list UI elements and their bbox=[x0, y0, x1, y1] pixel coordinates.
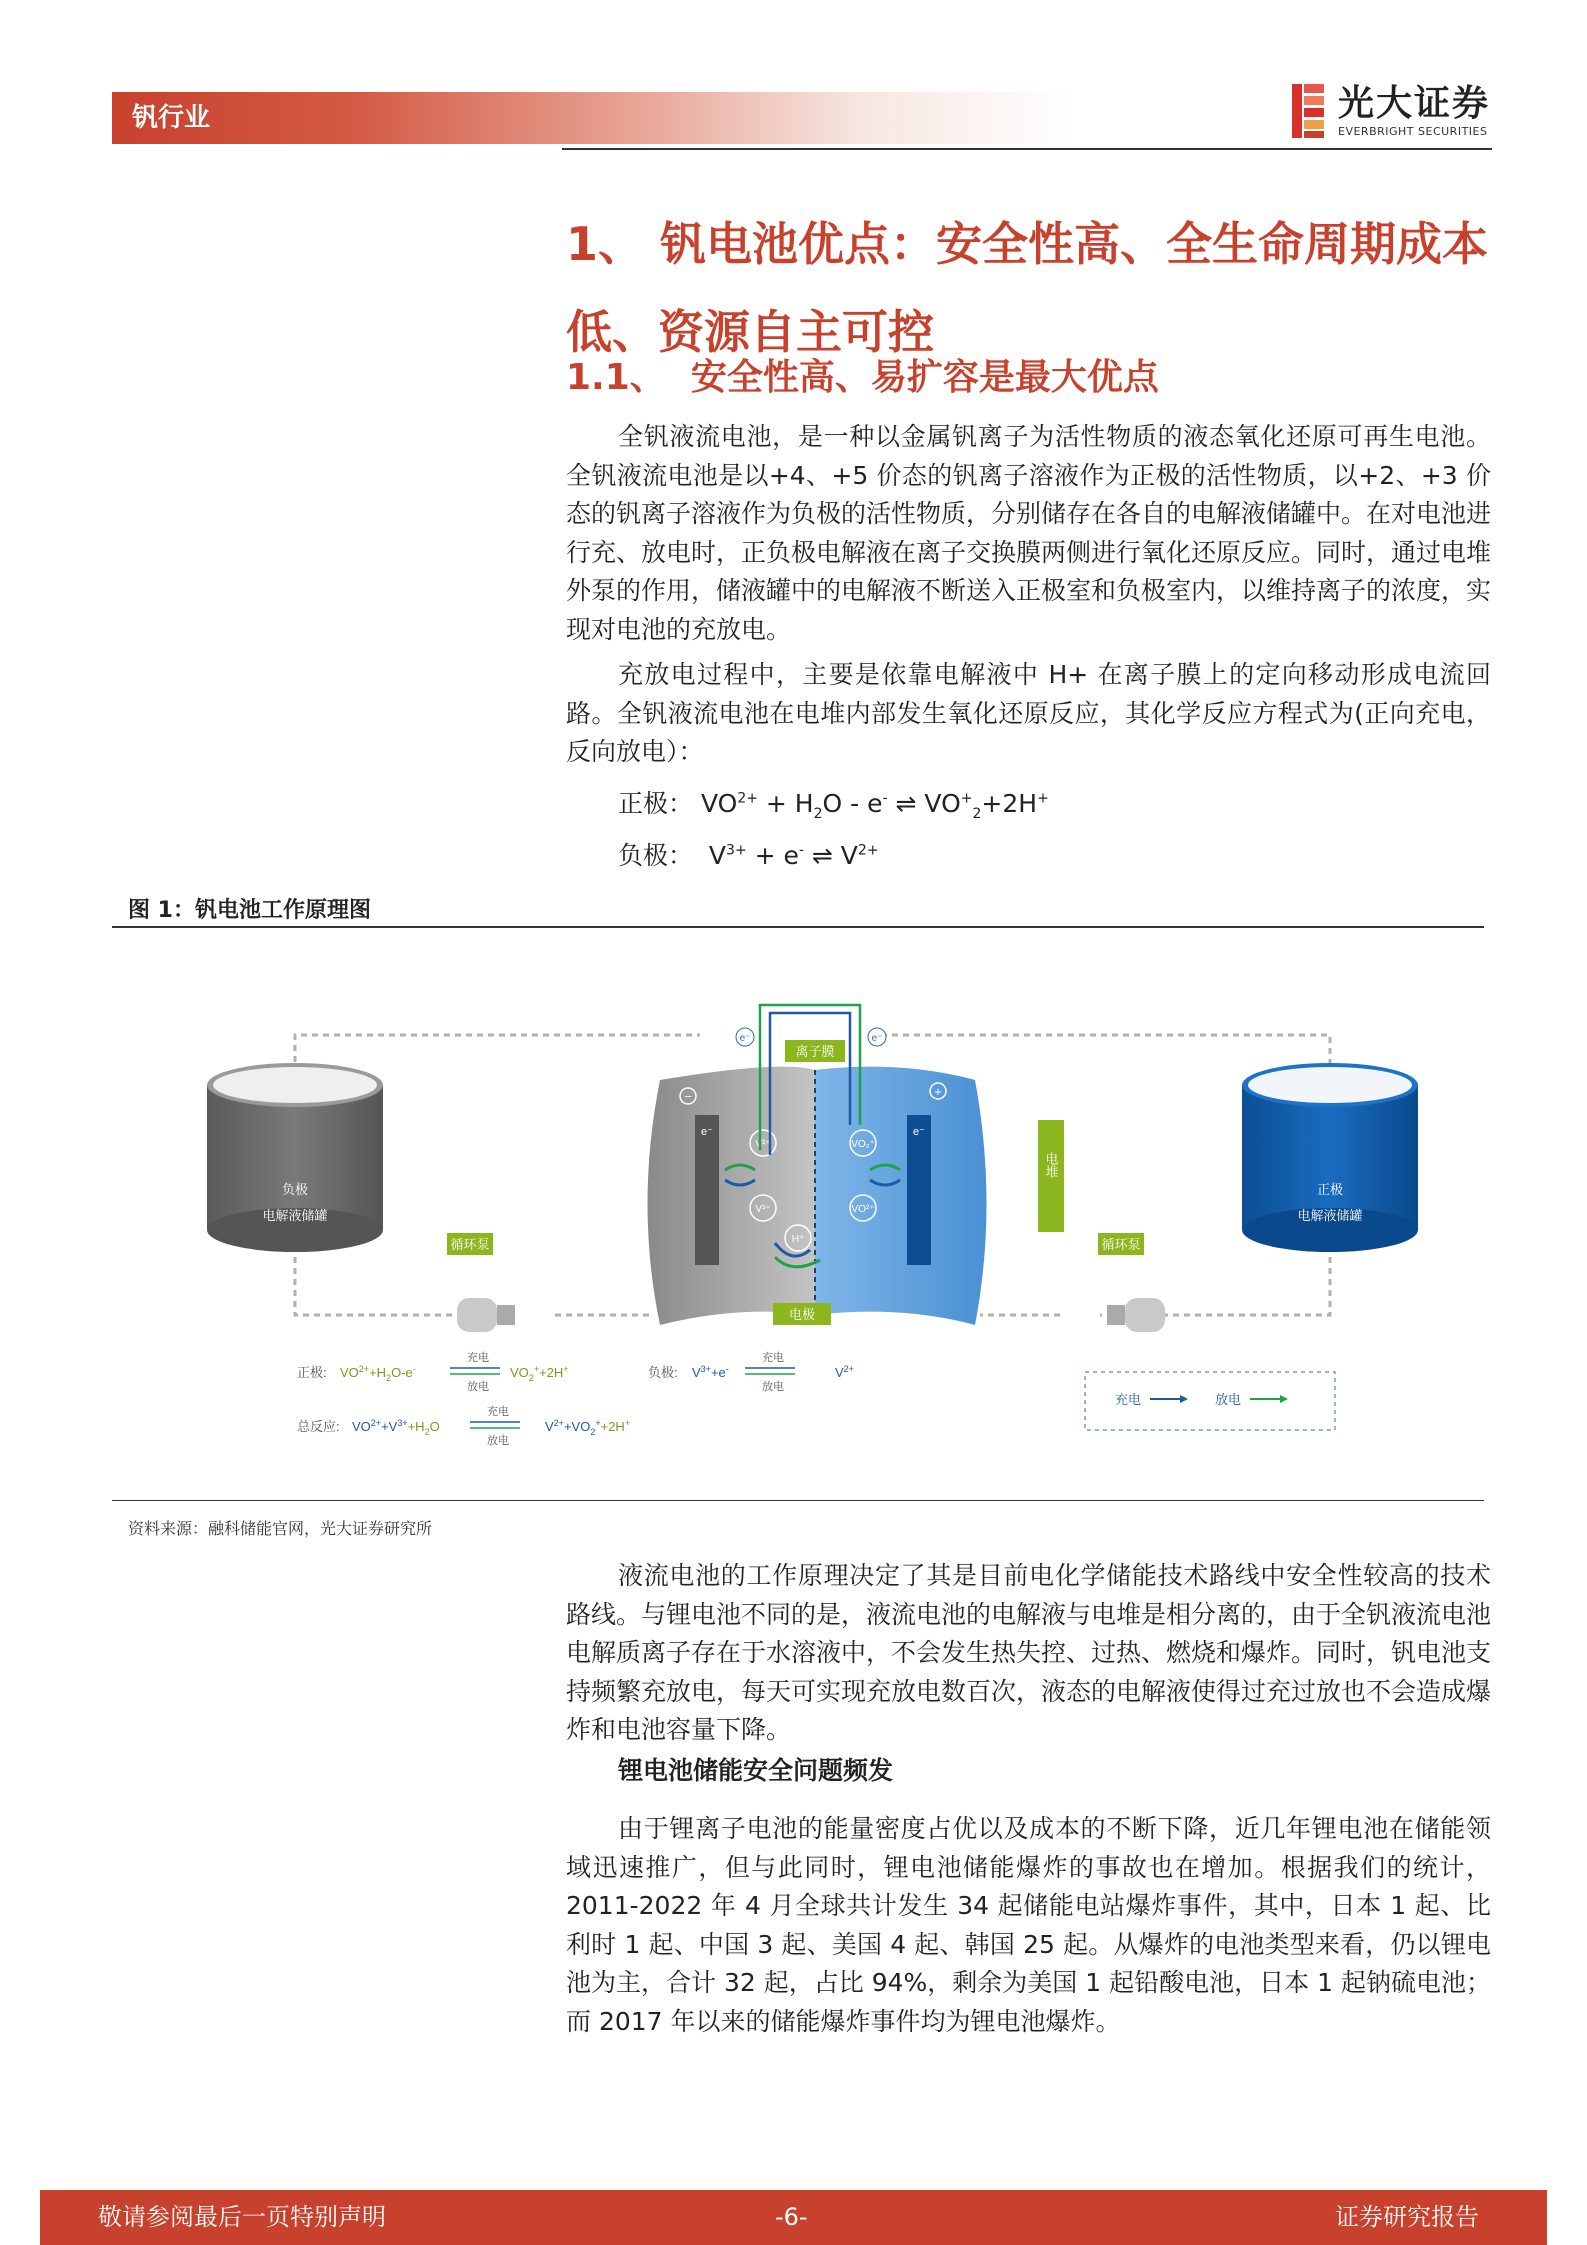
electron-top-right: e⁻ bbox=[871, 1033, 883, 1044]
discharge-label-3: 放电 bbox=[487, 1435, 509, 1447]
pump-left-label: 循环泵 bbox=[450, 1237, 490, 1252]
svg-text:VO2++H2O-e-: $VO^{2+}+H_2O-e^-$ bbox=[340, 1364, 416, 1383]
everbright-logo-icon bbox=[1290, 82, 1326, 140]
footer-disclaimer: 敬请参阅最后一页特别声明 bbox=[98, 2203, 386, 2231]
ion-vo2plus: VO₂⁺ bbox=[851, 1139, 875, 1150]
logo-text-cn: 光大证券 bbox=[1338, 83, 1491, 124]
header-rule bbox=[562, 148, 1492, 150]
footer-report-type: 证券研究报告 bbox=[1335, 2203, 1479, 2231]
section-title: 1、 钒电池优点：安全性高、全生命周期成本低、资源自主可控 bbox=[566, 217, 1489, 359]
charge-label-2: 充电 bbox=[762, 1352, 784, 1364]
legend-discharge: 放电 bbox=[1215, 1392, 1242, 1407]
tank-pos-label-2: 电解液储罐 bbox=[1297, 1208, 1363, 1223]
plus-icon: + bbox=[934, 1084, 942, 1099]
figure-source: 资料来源：融科储能官网，光大证券研究所 bbox=[128, 1519, 433, 1538]
ion-v2: V²⁺ bbox=[755, 1139, 771, 1150]
tank-pos-label-1: 正极 bbox=[1316, 1182, 1344, 1197]
negative-tank bbox=[207, 1063, 383, 1252]
figure-caption: 图 1：钒电池工作原理图 bbox=[128, 898, 371, 923]
paragraph-reaction: 充放电过程中，主要是依靠电解液中 H+ 在离子膜上的定向移动形成电流回路。全钒液流电池在电堆内部发生氧化还原反应，其化学反应方程式为(正向充电，反向放电）： bbox=[566, 660, 1491, 766]
vanadium-battery-diagram bbox=[180, 975, 1440, 1455]
legend bbox=[1085, 1372, 1335, 1430]
ion-h: H⁺ bbox=[791, 1234, 805, 1245]
legend-charge: 充电 bbox=[1115, 1392, 1142, 1407]
charge-label: 充电 bbox=[467, 1352, 489, 1364]
equation-positive: 正极： $VO^{2+} + H_2O - e^-$ ⇌ $VO^+_2+2H^+$ bbox=[618, 789, 1049, 822]
svg-text:VO2++V3++H2O: $VO^{2+}+V^{3+}+H_2O$ bbox=[352, 1418, 440, 1437]
positive-tank bbox=[1242, 1063, 1418, 1252]
subsection-title: 1.1、 安全性高、易扩容是最大优点 bbox=[566, 357, 1159, 398]
charge-label-3: 充电 bbox=[487, 1406, 509, 1418]
equation-negative-label: 负极： bbox=[618, 841, 694, 870]
figure-bottom-rule bbox=[112, 1500, 1484, 1501]
minus-icon: − bbox=[684, 1089, 692, 1104]
svg-text:V2+: $V^{2+}$ bbox=[835, 1364, 854, 1380]
discharge-label: 放电 bbox=[467, 1381, 489, 1393]
pump-right bbox=[1098, 1233, 1165, 1332]
svg-text:V3++e-: $V^{3+}+e^-$ bbox=[692, 1364, 729, 1380]
header-band bbox=[112, 92, 1072, 144]
logo-text-en: EVERBRIGHT SECURITIES bbox=[1338, 125, 1488, 138]
react-total-label: 总反应: bbox=[297, 1419, 340, 1434]
pump-right-label: 循环泵 bbox=[1101, 1237, 1141, 1252]
react-pos-label: 正极: bbox=[297, 1365, 327, 1380]
subheading-lithium-safety: 锂电池储能安全问题频发 bbox=[618, 1756, 894, 1785]
stack-label: 电堆 bbox=[1043, 1152, 1059, 1178]
react-neg-label: 负极: bbox=[648, 1365, 678, 1380]
svg-text:V2++VO2++2H+: $V^{2+}+VO_2^++2H^+$ bbox=[545, 1418, 631, 1437]
equation-positive-label: 正极： bbox=[618, 789, 694, 818]
ion-vo2: VO²⁺ bbox=[851, 1204, 875, 1215]
page-number: -6- bbox=[775, 2203, 808, 2231]
equation-negative: 负极： $V^{3+} + e^-$ ⇌ $V^{2+}$ bbox=[618, 841, 879, 870]
electron-label-right: e⁻ bbox=[913, 1126, 925, 1138]
figure-top-rule bbox=[112, 926, 1484, 928]
cell-stack bbox=[648, 1005, 1065, 1325]
reaction-equations bbox=[297, 1350, 854, 1447]
electron-label-left: e⁻ bbox=[701, 1126, 713, 1138]
paragraph-safety: 液流电池的工作原理决定了其是目前电化学储能技术路线中安全性较高的技术路线。与锂电池不同的是，液流电池的电解液与电堆是相分离的，由于全钒液流电池电解质离子存在于水溶液中，不会发生热失控、过热、燃烧和爆炸。同时，钒电池支持频繁充放电，每天可实现充放电数百次，液态的电解液使得过充过放也不会造成爆炸和电池容量下降。 bbox=[566, 1561, 1492, 1744]
pump-left bbox=[447, 1233, 515, 1332]
electrode-label: 电极 bbox=[788, 1307, 816, 1322]
electron-top-left: e⁻ bbox=[739, 1033, 751, 1044]
membrane-label: 离子膜 bbox=[795, 1044, 835, 1059]
discharge-label-2: 放电 bbox=[762, 1381, 784, 1393]
paragraph-intro: 全钒液流电池，是一种以金属钒离子为活性物质的液态氧化还原可再生电池。全钒液流电池是以+4、+5 价态的钒离子溶液作为正极的活性物质，以+2、+3 价态的钒离子溶液作为负极的活性物质，分别储存在各自的电解液储罐中。在对电池进行充、放电时，正负极电解液在离子交换膜两侧进行氧化还原反应。同时，通过电堆外泵的作用，储液罐中的电解液不断送入正极室和负极室内，以维持离子的浓度，实现对电池的充放电。 bbox=[566, 422, 1492, 644]
industry-label: 钒行业 bbox=[132, 103, 211, 133]
ion-v3: V³⁺ bbox=[755, 1204, 771, 1215]
tank-neg-label-2: 电解液储罐 bbox=[262, 1208, 328, 1223]
svg-text:VO2++2H+: $VO_2^++2H^+$ bbox=[510, 1364, 569, 1383]
tank-neg-label-1: 负极 bbox=[281, 1182, 309, 1197]
paragraph-lithium: 由于锂离子电池的能量密度占优以及成本的不断下降，近几年锂电池在储能领域迅速推广，但与此同时，锂电池储能爆炸的事故也在增加。根据我们的统计，2011-2022 年 4 月全球共计发生 34 起储能电站爆炸事件，其中，日本 1 起、比利时 1 起、中国 3 起、美国 4 起、韩国 25 起。从爆炸的电池类型来看，仍以锂电池为主，合计 32 起，占比 94%，剩余为美国 1 起铅酸电池，日本 1 起钠硫电池；而 2017 年以来的储能爆炸事件均为锂电池爆炸。 bbox=[566, 1814, 1491, 2036]
